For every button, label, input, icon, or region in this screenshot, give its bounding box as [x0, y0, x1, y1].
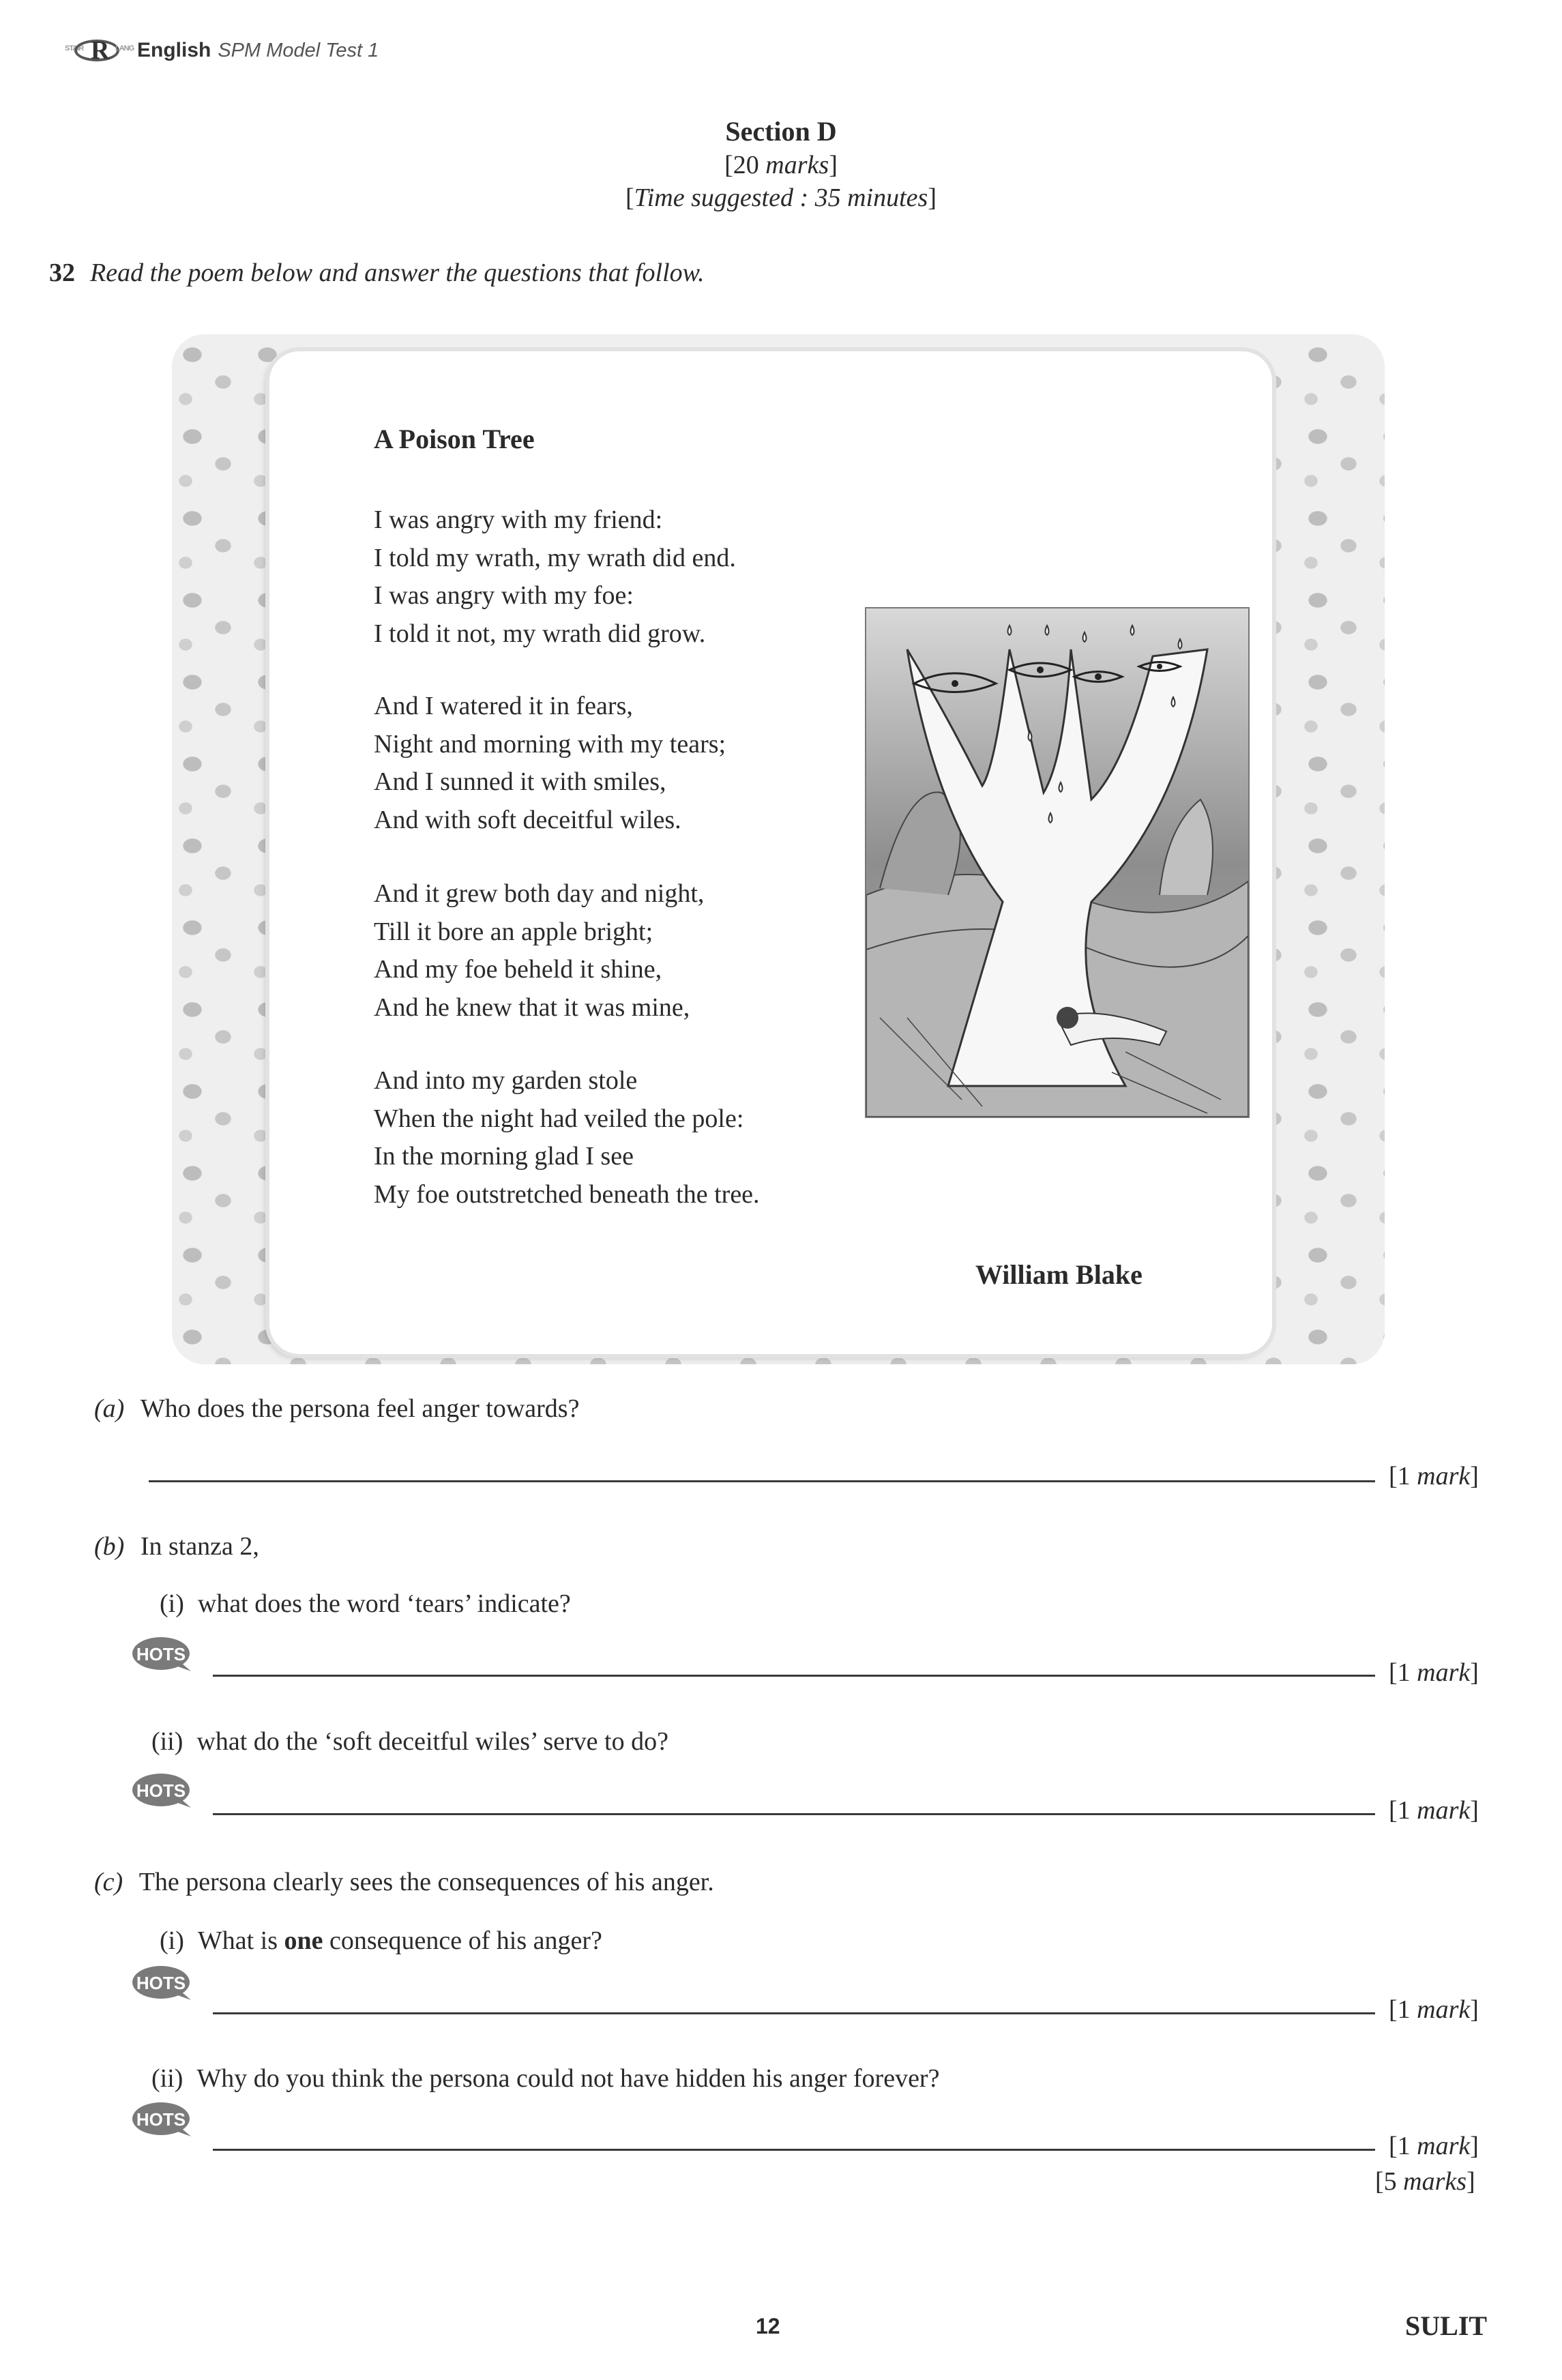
poem-title: A Poison Tree	[374, 424, 535, 454]
hots-badge-icon	[131, 1772, 194, 1810]
svg-text:HOTS: HOTS	[136, 2109, 186, 2130]
svg-text:HOTS: HOTS	[136, 1644, 186, 1664]
section-heading	[0, 115, 1562, 214]
section-title: Section D	[725, 116, 837, 147]
poem-stanza-2: And I watered it in fears, Night and morning with my tears; And I sunned it with smiles, And with soft deceitful wiles.	[374, 692, 726, 834]
total-marks: [5 marks]	[1375, 2167, 1475, 2196]
running-header	[65, 34, 379, 67]
svg-text:HOTS: HOTS	[136, 1780, 186, 1801]
answer-line-b-i[interactable]	[213, 1675, 1375, 1677]
poem-stanza-3: And it grew both day and night, Till it bore an apple bright; And my foe beheld it shine, And he knew that it was mine,	[374, 879, 705, 1022]
question-number: 32	[49, 259, 75, 287]
section-time: [Time suggested : 35 minutes]	[625, 183, 937, 212]
answer-line-c-ii[interactable]	[213, 2149, 1375, 2151]
answer-line-a[interactable]	[149, 1480, 1375, 1482]
question-a: (a) Who does the persona feel anger towards?	[94, 1394, 580, 1423]
question-c: (c) The persona clearly sees the consequences of his anger.	[94, 1868, 714, 1896]
question-c-i: (i) What is one consequence of his anger?	[160, 1926, 602, 1955]
mark-b-i: [1 mark]	[1389, 1658, 1479, 1687]
question-b: (b) In stanza 2,	[94, 1532, 259, 1561]
page-number: 12	[756, 2314, 780, 2338]
hots-badge-icon	[131, 2101, 194, 2139]
section-marks: [20 marks]	[724, 151, 838, 179]
mark-c-i: [1 mark]	[1389, 1995, 1479, 2024]
mark-b-ii: [1 mark]	[1389, 1796, 1479, 1825]
poem-author: William Blake	[975, 1259, 1143, 1290]
poison-tree-illustration	[865, 607, 1250, 1118]
answer-line-b-ii[interactable]	[213, 1813, 1375, 1815]
question-b-ii: (ii) what do the ‘soft deceitful wiles’ serve to do?	[151, 1727, 668, 1756]
classification-label: SULIT	[1405, 2310, 1488, 2341]
question-c-ii: (ii) Why do you think the persona could not have hidden his anger forever?	[151, 2064, 940, 2093]
mark-a: [1 mark]	[1389, 1462, 1479, 1490]
poem-stanza-1: I was angry with my friend: I told my wrath, my wrath did end. I was angry with my foe: I told it not, my wrath did grow.	[374, 505, 736, 648]
question-b-i: (i) what does the word ‘tears’ indicate?	[160, 1589, 571, 1618]
question-instruction: 32 Read the poem below and answer the questions that follow.	[49, 259, 705, 287]
test-name: SPM Model Test 1	[218, 39, 379, 61]
svg-text:HOTS: HOTS	[136, 1973, 186, 1993]
hots-badge-icon	[131, 1965, 194, 2003]
answer-line-c-i[interactable]	[213, 2012, 1375, 2014]
poem-stanza-4: And into my garden stole When the night had veiled the pole: In the morning glad I see My foe outstretched beneath the tree.	[374, 1066, 760, 1209]
publisher-logo: STAIR R LANG	[65, 36, 134, 65]
mark-c-ii: [1 mark]	[1389, 2132, 1479, 2160]
hots-badge-icon	[131, 1636, 194, 1674]
subject-name: English	[137, 39, 211, 61]
